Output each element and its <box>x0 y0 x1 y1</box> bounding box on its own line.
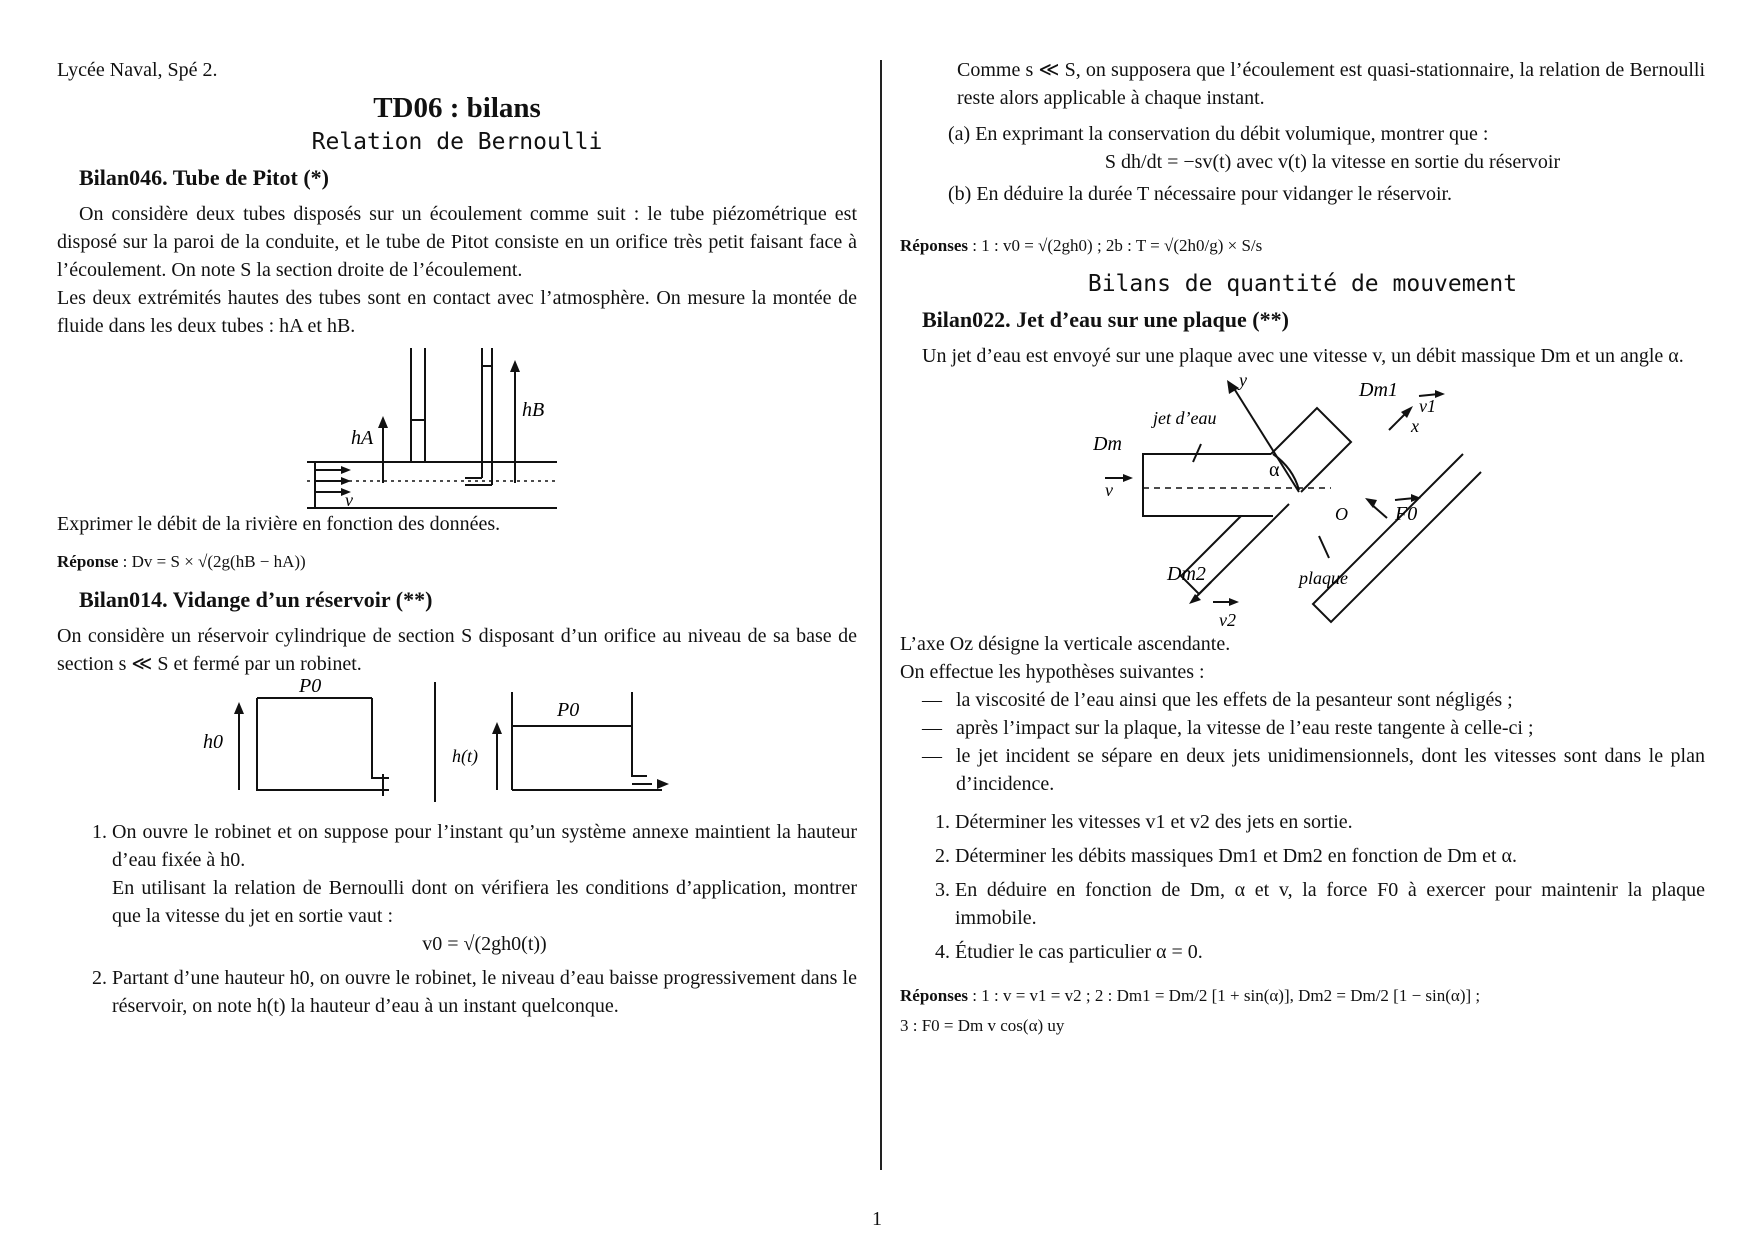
vidange-subquestion-a <box>948 120 1705 148</box>
label-hB: hB <box>522 399 545 421</box>
label-p0-left: P0 <box>299 678 322 697</box>
jet-question: 3. En déduire en fonction de Dm, α et v, la force F0 à exercer pour maintenir la plaque immobile. <box>955 876 1705 932</box>
vidange-subquestion-b <box>948 180 1705 208</box>
vidange-q1-equation: v0 = √(2gh0(t)) <box>422 933 547 955</box>
jet-answer-line-2: 3 : F0 = Dm v cos(α) uy <box>900 1016 1065 1035</box>
jet-question: 1. Déterminer les vitesses v1 et v2 des jets en sortie. <box>955 808 1705 836</box>
jet-intro: Un jet d’eau est envoyé sur une plaque avec une vitesse v, un débit massique Dm et un angle α. <box>922 345 1684 367</box>
reservoir-figure <box>197 678 717 808</box>
label-x: x <box>1410 416 1419 436</box>
answer-label: Réponse <box>57 552 119 571</box>
label-O: O <box>1334 504 1348 524</box>
vidange-intro: On considère un réservoir cylindrique de section S disposant d’un orifice au niveau de sa base de section s ≪ S et fermé par un robinet. <box>57 625 857 675</box>
hypothesis-item: — après l’impact sur la plaque, la vitesse de l’eau reste tangente à celle-ci ; <box>922 714 1705 742</box>
left-column <box>57 56 857 1026</box>
page-title: TD06 : bilans <box>373 92 541 124</box>
subq-b-label: (b) <box>948 183 972 205</box>
label-dm: Dm <box>1092 433 1122 455</box>
header: Lycée Naval, Spé 2. <box>57 59 218 81</box>
answer-label: Réponses <box>900 986 969 1005</box>
column-divider <box>880 60 882 1170</box>
pitot-paragraph-2: Les deux extrémités hautes des tubes sont en contact avec l’atmosphère. On mesure la montée de fluide dans les deux tubes : hA et hB. <box>57 287 857 337</box>
right-column <box>900 56 1705 1050</box>
exercise-title-jet: Bilan022. Jet d’eau sur une plaque (**) <box>922 307 1289 332</box>
jet-question: 2. Déterminer les débits massiques Dm1 et Dm2 en fonction de Dm et α. <box>955 842 1705 870</box>
jet-figure <box>1093 370 1513 630</box>
label-v-in: v <box>1104 480 1113 500</box>
subq-a-text: En exprimant la conservation du débit volumique, montrer que : <box>975 123 1489 145</box>
vidange-q2-text: Partant d’une hauteur h0, on ouvre le robinet, le niveau d’eau baisse progressivement dans le réservoir, on note h(t) la hauteur d’eau à un instant quelconque. <box>112 967 857 1017</box>
label-ht: h(t) <box>452 746 478 766</box>
jet-axis: L’axe Oz désigne la verticale ascendante. <box>900 633 1231 655</box>
vidange-question-2 <box>112 964 857 1020</box>
label-hA: hA <box>351 427 374 449</box>
pitot-answer-text: : Dv = S × √(2g(hB − hA)) <box>122 552 306 571</box>
vidange-questions <box>57 818 857 1020</box>
jet-questions <box>900 808 1705 966</box>
subq-b-text: En déduire la durée T nécessaire pour vidanger le réservoir. <box>976 183 1453 205</box>
pitot-paragraph-1: On considère deux tubes disposés sur un écoulement comme suit : le tube piézométrique est disposé sur la paroi de la conduite, et le tube de Pitot consiste en un orifice très petit faisant face à l’écoulement. On note S la section droite de l’écoulement. <box>57 203 857 281</box>
vidange-answer-text: : 1 : v0 = √(2gh0) ; 2b : T = √(2h0/g) × S/s <box>972 236 1263 255</box>
label-F0: F0 <box>1394 503 1417 525</box>
label-dm2: Dm2 <box>1166 563 1206 585</box>
label-jet-eau: jet d’eau <box>1152 408 1216 428</box>
label-y: y <box>1238 370 1247 390</box>
label-v1: v1 <box>1418 396 1436 416</box>
vidange-q1-text: 1. On ouvre le robinet et on suppose pour l’instant qu’un système annexe maintient la hauteur d’eau fixée à h0. <box>112 821 857 871</box>
pitot-answer <box>57 548 857 576</box>
jet-question: 4. Étudier le cas particulier α = 0. <box>955 938 1705 966</box>
hypothesis-item: — la viscosité de l’eau ainsi que les effets de la pesanteur sont négligés ; <box>922 686 1705 714</box>
section-title-bernoulli: Relation de Bernoulli <box>311 129 603 155</box>
jet-hyp-intro: On effectue les hypothèses suivantes : <box>900 661 1205 683</box>
label-v2: v2 <box>1218 610 1236 630</box>
label-alpha: α <box>1268 459 1279 481</box>
section-title-quantite: Bilans de quantité de mouvement <box>1087 271 1518 297</box>
vidange-question-1 <box>112 818 857 958</box>
label-v: v <box>345 490 353 510</box>
jet-hypotheses <box>900 686 1705 798</box>
page-number: 1 <box>872 1208 882 1230</box>
hypothesis-item: — le jet incident se sépare en deux jets unidimensionnels, dont les vitesses sont dans le plan d’incidence. <box>922 742 1705 798</box>
exercise-title-pitot: Bilan046. Tube de Pitot (*) <box>79 165 329 190</box>
vidange-q1-bernoulli: En utilisant la relation de Bernoulli dont on vérifiera les conditions d’application, montrer que la vitesse du jet en sortie vaut : <box>112 877 857 927</box>
subq-a-equation: S dh/dt = −sv(t) avec v(t) la vitesse en sortie du réservoir <box>1104 151 1561 173</box>
answer-label: Réponses <box>900 236 969 255</box>
label-dm1: Dm1 <box>1358 379 1398 401</box>
pitot-figure <box>307 340 607 510</box>
jet-answer-text-1: : 1 : v = v1 = v2 ; 2 : Dm1 = Dm/2 [1 + sin(α)], Dm2 = Dm/2 [1 − sin(α)] ; <box>972 986 1481 1005</box>
label-plaque: plaque <box>1298 568 1348 588</box>
subq-a-label: (a) <box>948 123 971 145</box>
vidange-continuation: Comme s ≪ S, on supposera que l’écoulement est quasi-stationnaire, la relation de Bernoulli reste alors applicable à chaque instant. <box>957 59 1705 109</box>
vidange-answer <box>900 232 1705 260</box>
jet-answer <box>900 982 1705 1010</box>
label-p0-right: P0 <box>557 699 580 721</box>
exercise-title-vidange: Bilan014. Vidange d’un réservoir (**) <box>79 587 433 612</box>
pitot-question: Exprimer le débit de la rivière en fonction des données. <box>57 513 501 535</box>
label-h0: h0 <box>203 731 223 753</box>
